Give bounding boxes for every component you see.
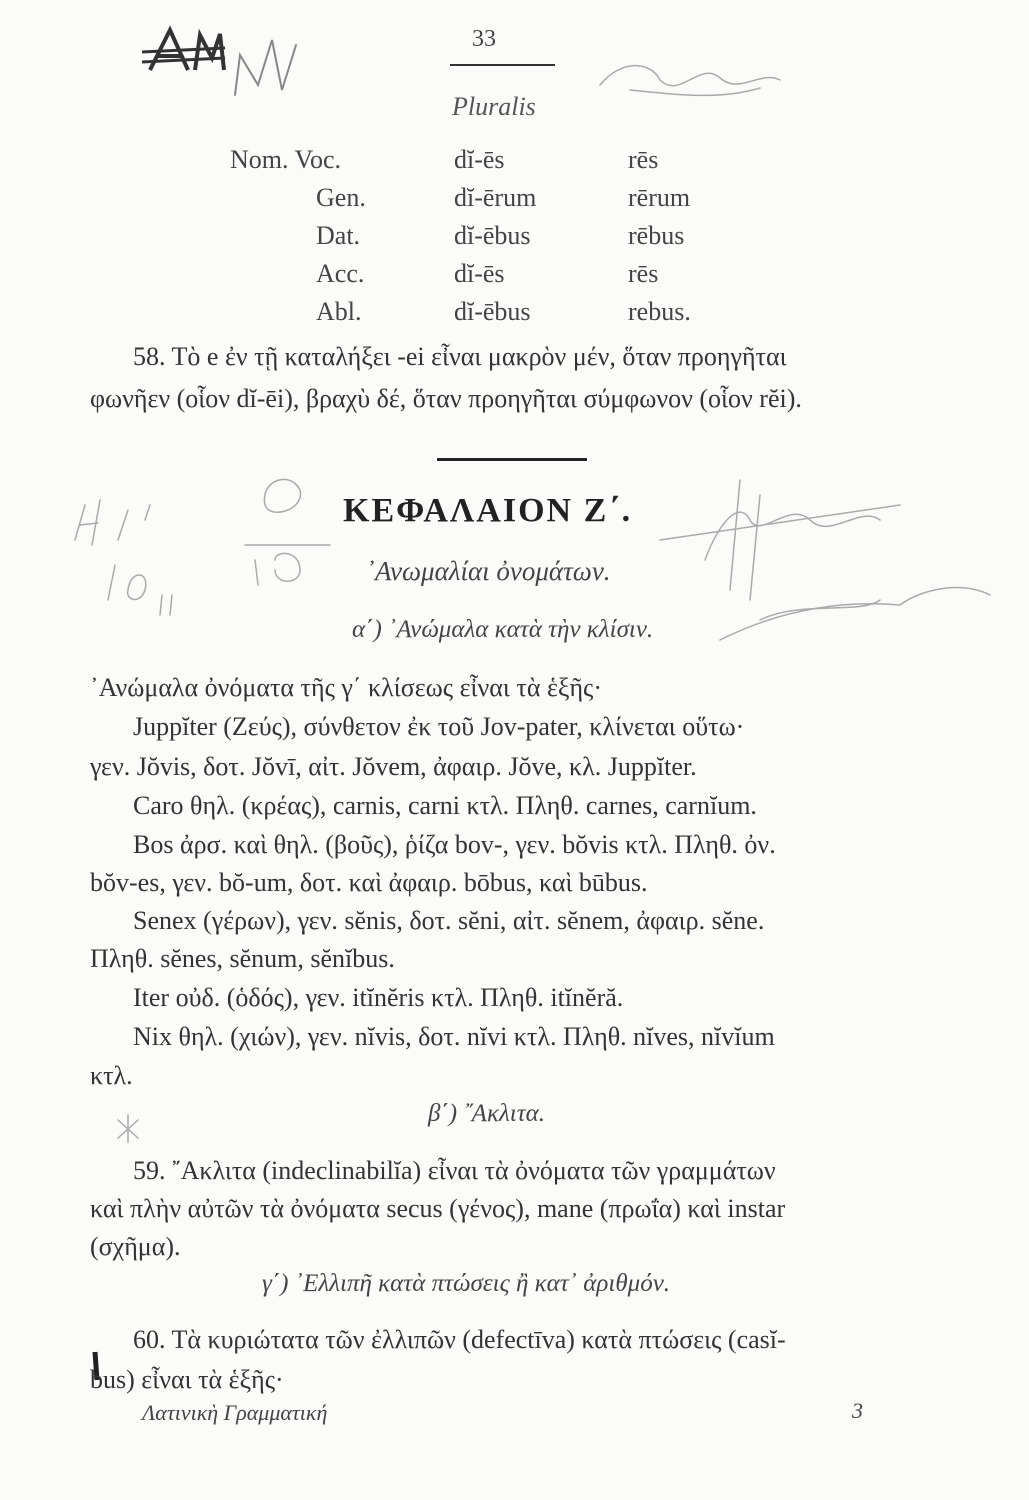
irregular-line: Nix θηλ. (χιών), γεν. nĭvis, δοτ. nĭvi κτλ. Πληθ. nĭves, nĭvĭum [133,1022,775,1051]
form-res: rēs [628,259,659,288]
chapter-subtitle: ᾿Ανωμαλίαι ὀνομάτων. [366,556,611,586]
case-label: Acc. [316,259,365,288]
form-res: rebus. [628,297,691,326]
section-59-line-1: 59. ῎Ακλιτα (indeclinabilĭa) εἶναι τὰ ὀνόματα τῶν γραμμάτων [133,1156,776,1185]
footer-title: Λατινικὴ Γραμματική [142,1400,328,1425]
declension-row [0,145,1029,183]
ink-initials [142,30,296,95]
chapter-title: ΚΕΦΑΛΑΙΟΝ Ζ΄. [343,492,633,529]
case-label: Gen. [316,183,366,212]
page-number: 33 [472,26,496,52]
irregular-line: Juppĭter (Ζεύς), σύνθετον ἐκ τοῦ Jov-pater, κλίνεται οὕτω· [133,712,745,741]
section-c-heading: γ΄) ᾿Ελλιπῆ κατὰ πτώσεις ἢ κατ᾿ ἀριθμόν. [262,1270,671,1297]
case-label: Dat. [316,221,361,250]
irregular-intro: ᾿Ανώμαλα ὀνόματα τῆς γ΄ κλίσεως εἶναι τὰ ἑξῆς· [90,673,603,702]
form-di: dĭ-ēs [454,145,505,174]
section-60-line-2: bus) εἶναι τὰ ἑξῆς· [90,1365,284,1394]
form-di: dĭ-ērum [454,183,537,212]
signature-mark: 3 [852,1398,863,1423]
pencil-signatures-right [660,480,990,640]
irregular-line: Caro θηλ. (κρέας), carnis, carni κτλ. Πληθ. carnes, carnĭum. [133,791,757,820]
form-di: dĭ-ēs [454,259,505,288]
case-label: Nom. Voc. [230,145,341,174]
plural-heading: Pluralis [452,92,536,121]
section-58-line-2: φωνῆεν (οἷον dĭ-ēi), βραχὺ δέ, ὅταν προηγῆται σύμφωνον (οἷον rĕi). [90,384,802,413]
section-58-line-1: 58. Τὸ e ἐν τῇ καταλήξει -ei εἶναι μακρὸν μέν, ὅταν προηγῆται [133,342,787,371]
header-rule [450,64,555,66]
pencil-star [118,1115,138,1142]
declension-row [0,297,1029,335]
irregular-line: Πληθ. sĕnes, sĕnum, sĕnĭbus. [90,944,395,973]
declension-row [0,259,1029,297]
section-59-line-2: καὶ πλὴν αὐτῶν τὰ ὀνόματα secus (γένος), mane (πρωΐα) καὶ instar [90,1194,786,1223]
declension-row [0,183,1029,221]
section-59-line-3: (σχῆμα). [90,1232,181,1261]
irregular-line: Senex (γέρων), γεν. sĕnis, δοτ. sĕni, αἰτ. sĕnem, ἀφαιρ. sĕne. [133,906,765,935]
irregular-line: Bos ἀρσ. καὶ θηλ. (βοῦς), ῥίζα bov-, γεν. bŏvis κτλ. Πληθ. ὀν. [133,830,776,859]
case-label: Abl. [316,297,362,326]
form-di: dĭ-ēbus [454,297,531,326]
form-res: rēs [628,145,659,174]
irregular-line: bŏv-es, γεν. bŏ-um, δοτ. καὶ ἀφαιρ. bōbus, καὶ būbus. [90,868,648,897]
declension-row [0,221,1029,259]
irregular-line: Iter οὐδ. (ὁδός), γεν. itĭnĕris κτλ. Πληθ. itĭnĕră. [133,983,624,1012]
form-res: rēbus [628,221,685,250]
section-b-heading: β΄) ῎Ακλιτα. [428,1100,546,1127]
section-a-heading: α΄) ᾿Ανώμαλα κατὰ τὴν κλίσιν. [352,616,654,643]
section-60-line-1: 60. Τὰ κυριώτατα τῶν ἐλλιπῶν (defectīva) κατὰ πτώσεις (casĭ- [133,1325,786,1354]
irregular-line: γεν. Jŏvis, δοτ. Jŏvī, αἰτ. Jŏvem, ἀφαιρ. Jŏve, κλ. Juppĭter. [90,752,697,781]
pencil-numbers-left [75,479,330,615]
pencil-signature-top [600,66,780,96]
section-divider [437,458,587,461]
form-di: dĭ-ēbus [454,221,531,250]
form-res: rērum [628,183,691,212]
irregular-line: κτλ. [90,1061,133,1090]
